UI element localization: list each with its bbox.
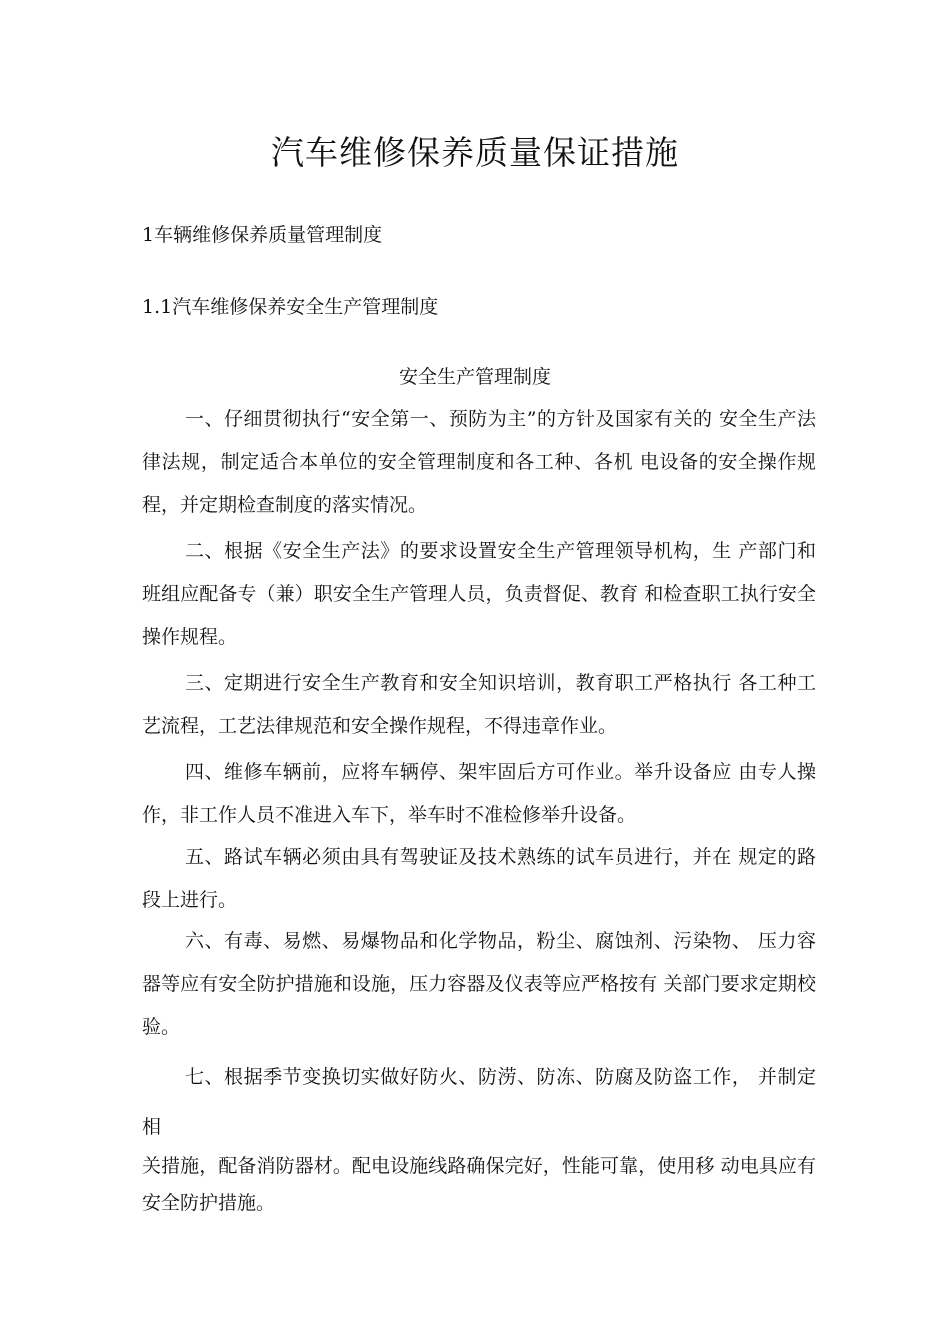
section-heading-1-1: 1.1汽车维修保养安全生产管理制度 — [142, 296, 439, 318]
paragraph-1: 一、仔细贯彻执行“安全第一、预防为主”的方针及国家有关的 安全生产法律法规，制定适合本单位的安全管理制度和各工种、各机 电设备的安全操作规程，并定期检查制度的落实情况。 — [142, 408, 816, 516]
paragraph-5: 五、路试车辆必须由具有驾驶证及技术熟练的试车员进行，并在 规定的路段上进行。 — [142, 846, 816, 911]
paragraph-4: 四、维修车辆前，应将车辆停、架牢固后方可作业。举升设备应 由专人操作，非工作人员不准进入车下，举车时不准检修举升设备。 — [142, 761, 816, 826]
paragraph-7: 七、根据季节变换切实做好防火、防涝、防冻、防腐及防盗工作， 并制定相 — [142, 1066, 816, 1138]
document-title: 汽车维修保养质量保证措施 — [271, 133, 679, 172]
paragraph-2: 二、根据《安全生产法》的要求设置安全生产管理领导机构，生 产部门和班组应配备专（兼）职安全生产管理人员，负责督促、教育 和检查职工执行安全操作规程。 — [142, 540, 816, 648]
section-heading-1: 1车辆维修保养质量管理制度 — [142, 224, 383, 246]
paragraph-6: 六、有毒、易燃、易爆物品和化学物品，粉尘、腐蚀剂、污染物、 压力容器等应有安全防护措施和设施，压力容器及仪表等应严格按有 关部门要求定期校验。 — [142, 930, 816, 1038]
section-subtitle: 安全生产管理制度 — [398, 366, 551, 388]
paragraph-3: 三、定期进行安全生产教育和安全知识培训，教育职工严格执行 各工种工艺流程，工艺法律规范和安全操作规程，不得违章作业。 — [142, 672, 816, 737]
paragraph-continuation: 关措施，配备消防器材。配电设施线路确保完好，性能可靠，使用移 动电具应有安全防护措施。 — [142, 1155, 816, 1214]
